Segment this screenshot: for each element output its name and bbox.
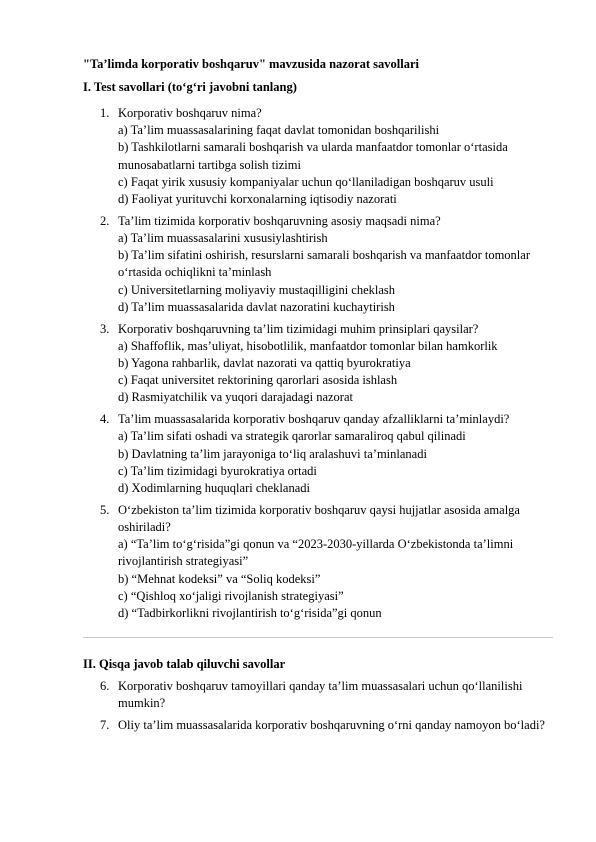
question-text: Ta’lim muassasalarida korporativ boshqaruv qanday afzalliklarni ta’minlaydi?	[118, 412, 510, 427]
question-number: 3.	[100, 321, 110, 336]
answer-option: a) Ta’lim muassasalarini xususiylashtirish	[118, 231, 328, 246]
question-item	[83, 105, 563, 208]
short-answer-question-list	[83, 678, 563, 739]
answer-option: b) Tashkilotlarni samarali boshqarish va ularda manfaatdor tomonlar o‘rtasida munosabatlarni tartibga solish tizimi	[118, 140, 508, 172]
document-title: "Ta’limda korporativ boshqaruv" mavzusida nazorat savollari	[83, 57, 420, 71]
answer-option: d) Rasmiyatchilik va yuqori darajadagi nazorat	[118, 390, 353, 405]
answer-option: b) “Mehnat kodeksi” va “Soliq kodeksi”	[118, 571, 321, 586]
question-number: 4.	[100, 412, 110, 427]
answer-option: c) Universitetlarning moliyaviy mustaqilligini cheklash	[118, 282, 396, 297]
answer-option: c) Faqat universitet rektorining qarorlari asosida ishlash	[118, 373, 398, 388]
question-item	[83, 502, 563, 622]
test-question-list	[83, 105, 563, 627]
answer-option: b) Yagona rahbarlik, davlat nazorati va qattiq byurokratiya	[118, 356, 411, 371]
question-text: O‘zbekiston ta’lim tizimida korporativ boshqaruv qaysi hujjatlar asosida amalga oshiriladi?	[118, 502, 520, 535]
answer-option: a) Ta’lim sifati oshadi va strategik qarorlar samaraliroq qabul qilinadi	[118, 429, 466, 444]
answer-option: d) “Tadbirkorlikni rivojlantirish to‘g‘risida”gi qonun	[118, 606, 382, 621]
answer-option: d) Xodimlarning huquqlari cheklanadi	[118, 481, 310, 496]
question-text: Korporativ boshqaruvning ta’lim tizimidagi muhim prinsiplari qaysilar?	[118, 321, 479, 336]
question-item	[83, 321, 563, 407]
question-number: 6.	[100, 679, 110, 693]
answer-option: a) Ta’lim muassasalarining faqat davlat tomonidan boshqarilishi	[118, 123, 440, 138]
question-item	[83, 411, 563, 497]
question-text: Korporativ boshqaruv nima?	[118, 106, 262, 120]
answer-option: c) Ta’lim tizimidagi byurokratiya ortadi	[118, 463, 317, 478]
answer-option: d) Faoliyat yurituvchi korxonalarning iqtisodiy nazorati	[118, 192, 397, 207]
question-item	[83, 678, 563, 712]
question-text: Korporativ boshqaruv tamoyillari qanday ta’lim muassasalari uchun qo‘llanilishi mumkin?	[118, 679, 523, 711]
question-text: Ta’lim tizimida korporativ boshqaruvning asosiy maqsadi nima?	[118, 213, 441, 228]
question-number: 2.	[100, 213, 110, 228]
question-number: 5.	[100, 502, 110, 517]
section-heading-short-answer: II. Qisqa javob talab qiluvchi savollar	[83, 657, 286, 671]
section-heading-test: I. Test savollari (to‘g‘ri javobni tanlang)	[83, 80, 297, 94]
question-item	[83, 213, 563, 316]
question-number: 1.	[100, 106, 110, 120]
section-divider	[83, 637, 553, 638]
question-number: 7.	[100, 718, 110, 732]
answer-option: b) Davlatning ta’lim jarayoniga to‘liq aralashuvi ta’minlanadi	[118, 446, 427, 461]
question-text: Oliy ta’lim muassasalarida korporativ boshqaruvning o‘rni qanday namoyon bo‘ladi?	[118, 718, 545, 732]
answer-option: c) Faqat yirik xususiy kompaniyalar uchun qo‘llaniladigan boshqaruv usuli	[118, 174, 494, 189]
answer-option: c) “Qishloq xo‘jaligi rivojlanish strategiyasi”	[118, 588, 344, 603]
question-item	[83, 717, 563, 734]
answer-option: a) “Ta’lim to‘g‘risida”gi qonun va “2023-2030-yillarda O‘zbekistonda ta’limni rivojlantirish strategiyasi”	[118, 537, 514, 569]
answer-option: a) Shaffoflik, mas’uliyat, hisobotlilik, manfaatdor tomonlar bilan hamkorlik	[118, 338, 498, 353]
answer-option: b) Ta’lim sifatini oshirish, resurslarni samarali boshqarish va manfaatdor tomonlar o‘rtasida ochiqlikni ta’minlash	[118, 248, 530, 280]
answer-option: d) Ta’lim muassasalarida davlat nazoratini kuchaytirish	[118, 299, 395, 314]
